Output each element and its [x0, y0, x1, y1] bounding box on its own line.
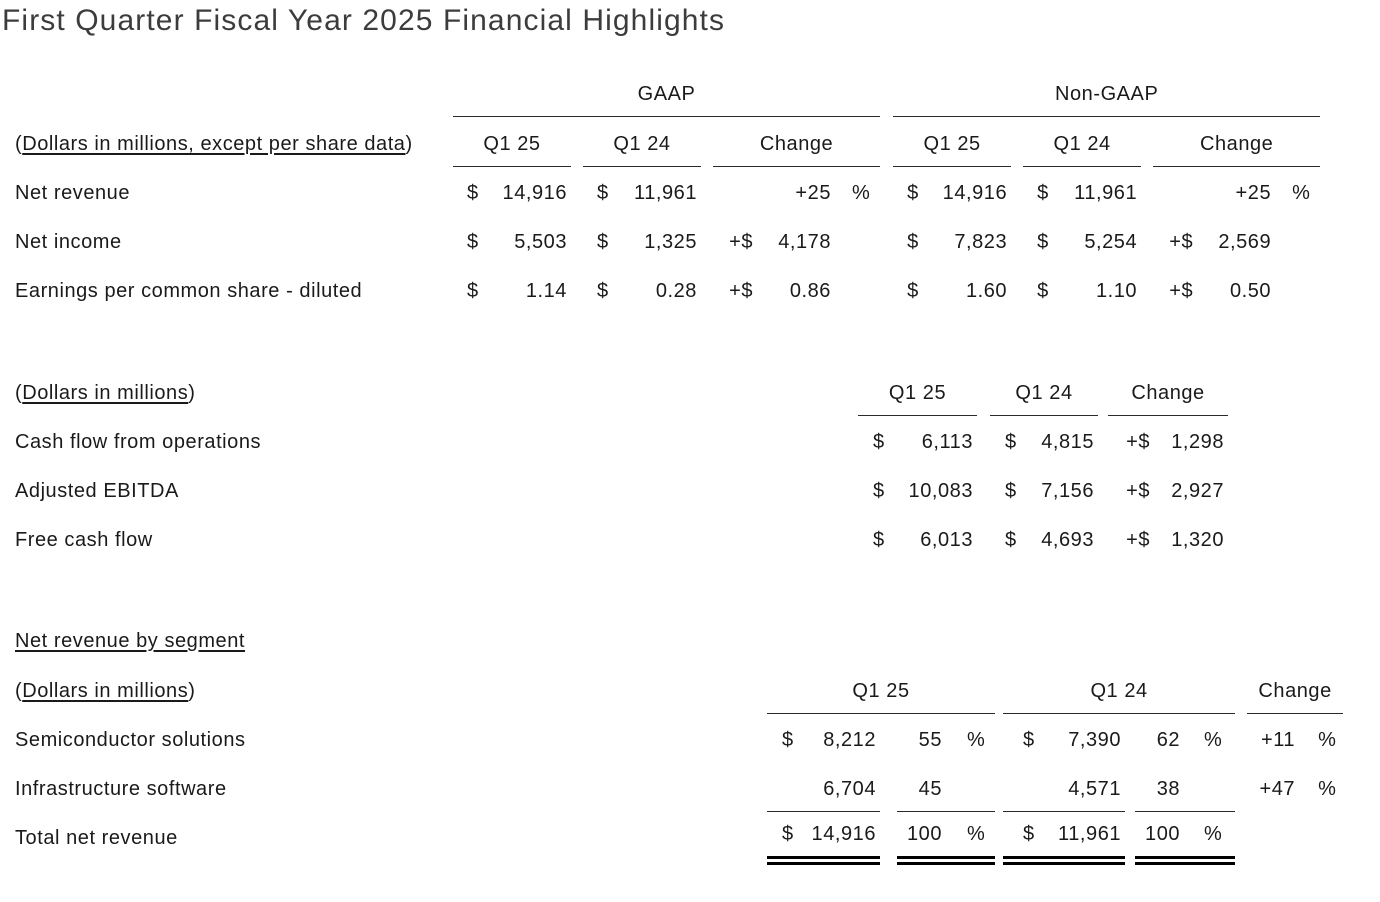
value-cell: 14,916	[795, 811, 880, 860]
note-paren-open: (	[15, 133, 23, 155]
spacer-cell	[15, 80, 453, 116]
spacer-cell	[880, 116, 893, 166]
change-value-cell: 2,569	[1218, 231, 1272, 253]
table-note	[15, 116, 453, 166]
percent-value-cell: 100	[1135, 811, 1190, 860]
spacer-cell	[701, 166, 713, 215]
change-sign-cell	[713, 166, 758, 215]
spacer-cell	[1141, 166, 1153, 215]
column-header-row	[15, 116, 1320, 166]
currency-cell: $	[467, 231, 479, 253]
column-header-row	[15, 663, 1343, 713]
change-sign-cell: +$	[1169, 280, 1194, 302]
spacer-cell	[1141, 215, 1153, 264]
currency-cell: $	[1037, 231, 1049, 253]
currency-cell: $	[1023, 729, 1035, 751]
spacer-cell	[880, 215, 893, 264]
column-header-change: Change	[1247, 663, 1343, 713]
table-row	[15, 264, 1320, 313]
spacer-cell	[1125, 713, 1135, 762]
spacer-cell	[1235, 663, 1247, 713]
change-sign-cell: +$	[1169, 231, 1194, 253]
value-cell: 7,390	[1068, 729, 1122, 751]
group-header-gaap: GAAP	[453, 80, 880, 116]
value-cell: 6,113	[921, 431, 974, 453]
spacer-cell	[1235, 762, 1247, 811]
currency-cell: $	[467, 280, 479, 302]
currency-cell: $	[1037, 280, 1049, 302]
change-value-cell: 1,298	[1171, 431, 1225, 453]
cash-flow-table	[15, 365, 1228, 562]
table-note	[15, 365, 858, 415]
spacer-cell	[1235, 811, 1247, 860]
note-text: Dollars in millions	[22, 680, 189, 702]
column-header-q1-24: Q1 24	[990, 365, 1098, 415]
table-row	[15, 464, 1228, 513]
percent-sign-cell: %	[967, 729, 986, 751]
column-header-row	[15, 365, 1228, 415]
note-paren-open: (	[15, 382, 23, 404]
currency-cell: $	[907, 280, 919, 302]
spacer-cell	[701, 215, 713, 264]
percent-cell	[1275, 264, 1320, 313]
value-cell: 6,013	[920, 529, 974, 551]
spacer-cell	[995, 663, 1003, 713]
change-value-cell: +47	[1259, 778, 1296, 800]
group-header-non-gaap: Non-GAAP	[893, 80, 1320, 116]
spacer-cell	[977, 415, 990, 464]
column-header-q1-25: Q1 25	[767, 663, 995, 713]
segment-heading-text: Net revenue by segment	[15, 630, 246, 652]
value-cell: 1.14	[525, 280, 567, 302]
change-value-cell: 2,927	[1171, 480, 1225, 502]
spacer-cell	[1011, 215, 1023, 264]
column-header-change: Change	[713, 116, 880, 166]
spacer-cell	[995, 713, 1003, 762]
percent-sign-cell: %	[1318, 729, 1337, 751]
percent-cell: %	[852, 182, 871, 204]
row-label: Net income	[15, 231, 122, 253]
value-cell: 7,156	[1041, 480, 1095, 502]
change-value-cell: 0.50	[1229, 280, 1272, 302]
change-sign-cell: +$	[1126, 480, 1151, 502]
percent-cell	[835, 264, 880, 313]
percent-sign-cell	[1302, 811, 1343, 860]
percent-value-cell: 100	[897, 811, 952, 860]
value-cell: 1.10	[1095, 280, 1138, 302]
currency-cell: $	[597, 182, 609, 204]
spacer-cell	[1098, 464, 1108, 513]
note-text: Dollars in millions	[22, 382, 189, 404]
value-cell: 1,325	[644, 231, 697, 253]
spacer-cell	[880, 713, 897, 762]
currency-cell: $	[597, 280, 609, 302]
note-paren-close: )	[188, 382, 196, 404]
spacer-cell	[1011, 116, 1023, 166]
percent-sign-cell: %	[952, 811, 995, 860]
percent-cell	[1275, 215, 1320, 264]
spacer-cell	[701, 116, 713, 166]
currency-cell: $	[873, 431, 885, 453]
table-row	[15, 415, 1228, 464]
segment-revenue-table	[15, 663, 1343, 865]
spacer-cell	[995, 811, 1003, 860]
column-header-q1-24: Q1 24	[583, 116, 701, 166]
column-header-q1-25: Q1 25	[893, 116, 1011, 166]
segment-section-heading	[15, 629, 245, 653]
spacer-cell	[1011, 264, 1023, 313]
percent-sign-cell: %	[1204, 729, 1223, 751]
percent-sign-cell: %	[1190, 811, 1235, 860]
note-paren-close: )	[188, 680, 196, 702]
currency-cell	[767, 762, 795, 811]
currency-cell: $	[907, 231, 919, 253]
column-header-change: Change	[1108, 365, 1228, 415]
table-row	[15, 811, 1343, 860]
table-row	[15, 762, 1343, 811]
spacer-cell	[880, 762, 897, 811]
spacer-cell	[701, 264, 713, 313]
row-label: Semiconductor solutions	[15, 729, 246, 751]
value-cell: 4,571	[1031, 762, 1125, 811]
percent-value-cell: 62	[1156, 729, 1181, 751]
spacer-cell	[880, 811, 897, 860]
currency-cell: $	[1005, 480, 1017, 502]
value-cell: 7,823	[954, 231, 1008, 253]
change-value-cell: +11	[1261, 729, 1296, 751]
spacer-cell	[1235, 713, 1247, 762]
change-value-cell	[1247, 811, 1302, 860]
spacer-cell	[880, 166, 893, 215]
spacer-cell	[571, 215, 583, 264]
currency-cell: $	[1005, 431, 1017, 453]
currency-cell: $	[1005, 529, 1017, 551]
spacer-cell	[880, 264, 893, 313]
value-cell: 8,212	[823, 729, 876, 751]
column-header-q1-25: Q1 25	[858, 365, 977, 415]
spacer-cell	[1011, 166, 1023, 215]
value-cell: 10,083	[908, 480, 974, 502]
page-title: First Quarter Fiscal Year 2025 Financial Highlights	[2, 4, 726, 37]
spacer-cell	[1098, 415, 1108, 464]
value-cell: 11,961	[1031, 811, 1125, 860]
spacer-cell	[1125, 811, 1135, 860]
table-note	[15, 663, 767, 713]
percent-value-cell: 55	[918, 729, 942, 751]
spacer-cell	[571, 166, 583, 215]
currency-cell: $	[873, 480, 885, 502]
table-row	[15, 713, 1343, 762]
value-cell: 11,961	[1074, 182, 1138, 204]
percent-sign-cell	[952, 762, 995, 811]
percent-value-cell: 38	[1135, 762, 1190, 811]
currency-cell	[1003, 762, 1031, 811]
value-cell: 4,693	[1041, 529, 1095, 551]
column-header-q1-24: Q1 24	[1003, 663, 1235, 713]
change-sign-cell: +$	[1126, 529, 1151, 551]
spacer-cell	[977, 513, 990, 562]
change-sign-cell: +$	[729, 231, 753, 253]
row-label: Adjusted EBITDA	[15, 480, 179, 502]
spacer-cell	[1141, 264, 1153, 313]
change-sign-cell	[1153, 166, 1198, 215]
value-cell: 1.60	[965, 280, 1008, 302]
spacer-cell	[1098, 365, 1108, 415]
column-header-change: Change	[1153, 116, 1320, 166]
row-label: Earnings per common share - diluted	[15, 280, 363, 302]
column-header-q1-25: Q1 25	[453, 116, 571, 166]
currency-cell: $	[873, 529, 885, 551]
column-header-q1-24: Q1 24	[1023, 116, 1141, 166]
value-cell: 14,916	[942, 182, 1008, 204]
spacer-cell	[880, 80, 893, 116]
value-cell: 6,704	[795, 762, 880, 811]
currency-cell: $	[767, 811, 795, 860]
table-row	[15, 215, 1320, 264]
row-label: Total net revenue	[15, 827, 178, 849]
change-sign-cell: +$	[1126, 431, 1151, 453]
value-cell: 14,916	[502, 182, 567, 204]
spacer-cell	[571, 116, 583, 166]
currency-cell: $	[1037, 182, 1049, 204]
group-header-row	[15, 80, 1320, 116]
spacer-cell	[1141, 116, 1153, 166]
row-label: Infrastructure software	[15, 778, 227, 800]
currency-cell: $	[1003, 811, 1031, 860]
table-row	[15, 166, 1320, 215]
currency-cell: $	[597, 231, 609, 253]
value-cell: 5,503	[514, 231, 567, 253]
currency-cell: $	[782, 729, 794, 751]
change-value-cell: 0.86	[789, 280, 831, 302]
value-cell: 0.28	[655, 280, 697, 302]
row-label: Net revenue	[15, 182, 131, 204]
percent-cell: %	[1292, 182, 1311, 204]
spacer-cell	[977, 365, 990, 415]
row-label: Cash flow from operations	[15, 431, 262, 453]
spacer-cell	[995, 762, 1003, 811]
value-cell: 4,815	[1041, 431, 1095, 453]
value-cell: 11,961	[634, 182, 697, 204]
row-label: Free cash flow	[15, 529, 153, 551]
spacer-cell	[977, 464, 990, 513]
spacer-cell	[571, 264, 583, 313]
note-paren-close: )	[405, 133, 413, 155]
percent-sign-cell	[1190, 762, 1235, 811]
change-value-cell: 4,178	[778, 231, 831, 253]
note-paren-open: (	[15, 680, 23, 702]
table-row	[15, 513, 1228, 562]
change-value-cell: 1,320	[1171, 529, 1225, 551]
percent-cell	[835, 215, 880, 264]
currency-cell: $	[467, 182, 479, 204]
spacer-cell	[1125, 762, 1135, 811]
percent-value-cell: 45	[897, 762, 952, 811]
note-text: Dollars in millions, except per share data	[22, 133, 406, 155]
currency-cell: $	[907, 182, 919, 204]
change-sign-cell: +$	[729, 280, 753, 302]
change-value-cell: +25	[795, 182, 831, 204]
percent-sign-cell: %	[1318, 778, 1337, 800]
gaap-vs-non-gaap-table	[15, 80, 1320, 313]
spacer-cell	[1098, 513, 1108, 562]
value-cell: 5,254	[1084, 231, 1138, 253]
change-value-cell: +25	[1235, 182, 1272, 204]
